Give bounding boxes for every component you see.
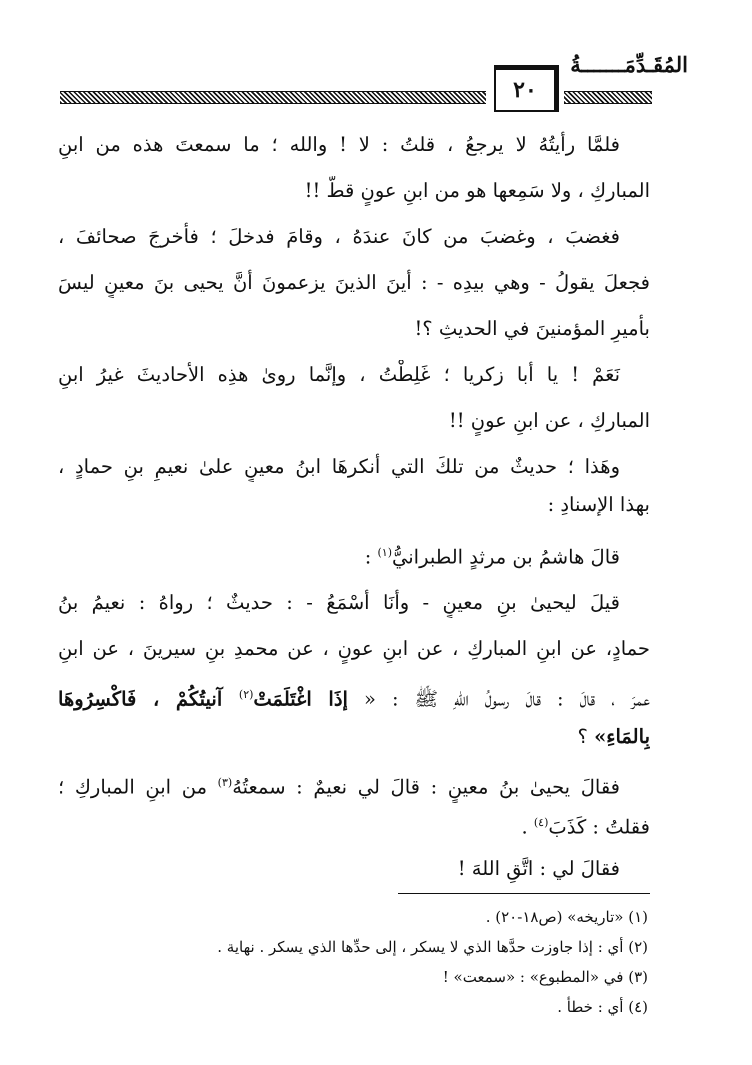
header-rule-right [564,91,652,104]
reply-line-2 [58,808,650,843]
reply-lead: فقالَ يحيىٰ بنُ معينٍ : قالَ لي نعيمٌ : سمعتُهُ [232,775,621,799]
quote-intro-line [58,538,650,573]
page-number-box [494,68,556,112]
hadith-tail-bold: بِالمَاءِ» [594,725,650,748]
footnote-mark-2: (٢) [238,688,254,701]
body-line-8: وهَذا ؛ حديثٌ من تلكَ التي أنكرهَا ابنُ معينٍ علىٰ نعيمِ بنِ حمادٍ ، [58,455,620,478]
footnote-1: (١) «تاريخه» (ص١٨-٢٠) . [485,908,648,926]
body-line-11: حمادٍ، عن ابنِ المباركِ ، عن ابنِ عونٍ ، عن محمدِ بنِ سيرينَ ، عن ابنِ [58,637,650,660]
body-line-2: المباركِ ، ولا سَمِعها هو من ابنِ عونٍ قطُّ !! [304,179,650,202]
closing-line: فقالَ لي : اتَّقِ اللهَ ! [457,857,620,880]
body-line-4: فجعلَ يقولُ - وهي بيدِه - : أينَ الذينَ يزعمونَ أنَّ يحيى بنَ معينٍ ليسَ [58,271,650,294]
hadith-bold-b: آنيتُكُمْ ، فَاكْسِرُوهَا [58,687,239,711]
body-line-6: نَعَمْ ! يا أبا زكريا ؛ غَلِطْتُ ، وإنَّما روىٰ هذِه الأحاديثَ غيرُ ابنِ [58,363,620,386]
footnote-separator [398,893,650,894]
header-rule-left [60,91,486,104]
hadith-bold-a: إذَا اغْتَلَمَتْ [253,687,348,711]
narrator-text: قالَ هاشمُ بن مرثدٍ الطبرانيُّ [391,545,620,569]
body-line-1: فلمَّا رأيتُهُ لا يرجعُ ، قلتُ : لا ! والله ؛ ما سمعتَ هذه من ابنِ [58,133,620,156]
body-line-5: بأميرِ المؤمنينَ في الحديثِ ؟! [414,317,650,340]
hadith-line [58,680,650,715]
body-line-9: بهذا الإسنادِ : [547,493,650,516]
footnote-3: (٣) في «المطبوع» : «سمعت» ! [442,968,648,986]
body-line-3: فغضبَ ، وغضبَ من كانَ عندَهُ ، وقامَ فدخلَ ؛ فأخرجَ صحائفَ ، [58,225,620,248]
footnote-4: (٤) أي : خطأ . [557,998,648,1016]
reply2-rest: . [521,815,534,839]
hadith-tail-rest: ؟ [577,725,595,748]
hadith-tail-line [58,722,650,752]
page-header [0,0,752,120]
reply-rest: من ابنِ المباركِ ؛ [58,775,218,799]
footnote-2: (٢) أي : إذا جاوزت حدَّها الذي لا يسكر ، إلى حدِّها الذي يسكر . نهاية . [217,938,648,956]
footnote-mark-4: (٤) [533,816,549,829]
reply2-lead: فقلتُ : كَذَبَ [548,815,650,839]
reply-line-1 [58,768,650,803]
footnote-mark-3: (٣) [217,776,233,789]
chapter-title: المُقَـدِّمَـــــــةُ [570,52,688,77]
hadith-lead: عمرَ ، قالَ : قالَ رسولُ اللهِ ﷺ : « [347,687,650,711]
page-number: ٢٠ [513,77,537,103]
body-line-7: المباركِ ، عن ابنِ عونٍ !! [448,409,650,432]
body-line-10: قيلَ ليحيىٰ بنِ معينٍ - وأنَا أسْمَعُ - : حديثٌ ؛ رواهُ : نعيمُ بنُ [58,591,620,614]
footnote-mark-1: (١) [377,546,392,559]
colon-text: : [364,545,378,569]
